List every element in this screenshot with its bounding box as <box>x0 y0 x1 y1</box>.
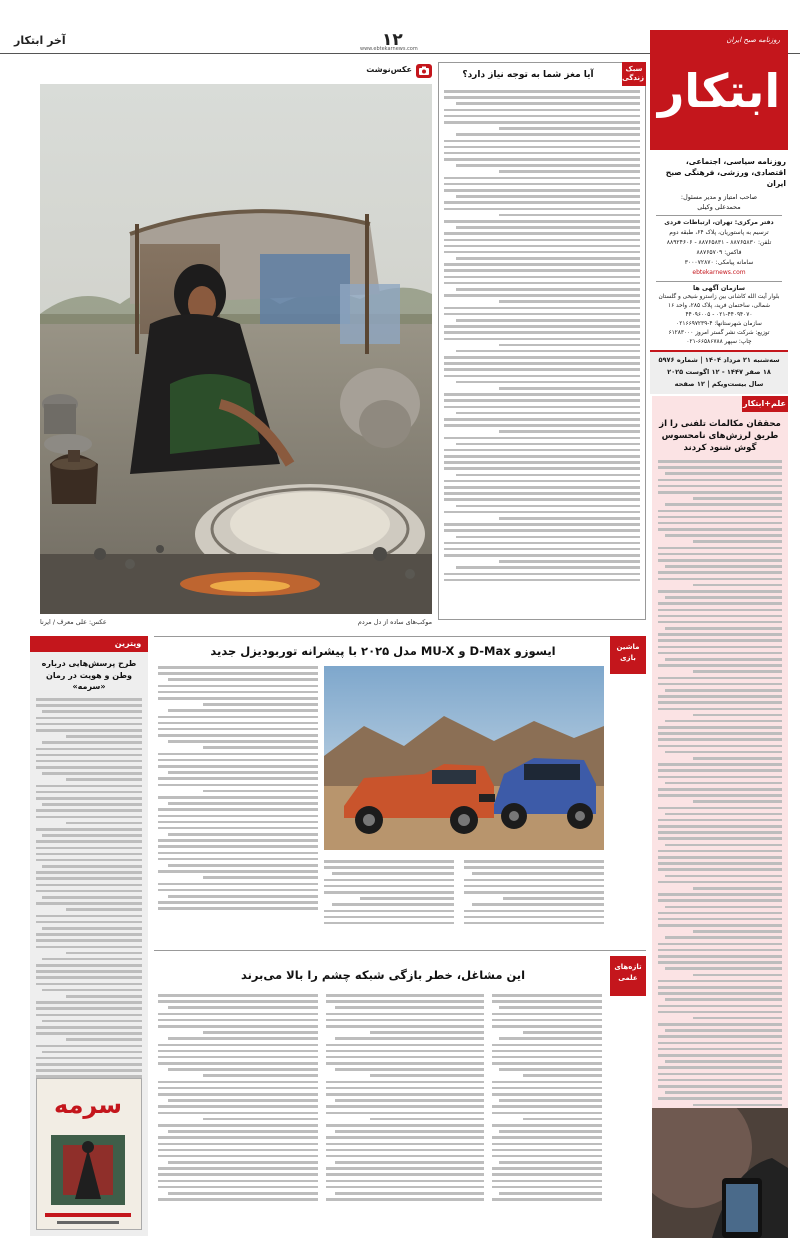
article-kicker: تازه‌های علمی <box>614 963 642 982</box>
divider <box>656 215 782 216</box>
article-title: ایسوزو D-Max و MU-X مدل ۲۰۲۵ با پیشرانه توربودیزل جدید <box>210 644 556 658</box>
section-title: آخر ابتکار <box>14 34 66 47</box>
article-kicker: ماشین بازی <box>616 643 640 662</box>
ads-line: توزیع: شرکت نشر گستر امروز ۶۱۲۸۳۰۰۰ <box>668 330 770 336</box>
photo-image <box>40 84 432 614</box>
publisher-label: صاحب امتیاز و مدیر مسئول: <box>680 193 758 201</box>
photo-feature <box>40 62 432 634</box>
divider <box>656 281 782 282</box>
photo-label-bar <box>40 62 432 82</box>
ads-line: چاپ: سپهر ۶۶۵۸۶۷۸۸-۰۲۱ <box>686 339 752 345</box>
ads-title: سازمان آگهی ها <box>692 284 746 292</box>
photo-credit: عکس: علی معرف / ایرنا <box>40 618 107 626</box>
issue-date-secondary: ۱۸ صفر ۱۴۴۷ - ۱۲ اگوست ۲۰۲۵ <box>667 368 771 376</box>
ads-line: بلوار آیت الله کاشانی بین زاسترو شیخی و گلستان <box>658 294 780 300</box>
article-car <box>154 636 646 946</box>
photo-caption: موکب‌های ساده از دل مردم <box>357 618 432 626</box>
article-body <box>464 860 604 940</box>
article-title: طرح پرسش‌هایی درباره وطن و هویت در رمان «سرمه» <box>41 659 137 691</box>
article-kicker: سبک زندگی <box>622 62 646 86</box>
article-body <box>158 994 318 1226</box>
masthead-logo: ابتکار <box>657 64 781 118</box>
camera-icon <box>416 64 432 78</box>
svg-text:سرمه: سرمه <box>54 1091 122 1119</box>
masthead-tagline: روزنامه صبح ایران <box>726 36 780 44</box>
page-number: ۱۲ <box>382 30 403 50</box>
article-body <box>658 460 782 1160</box>
privacy-image <box>652 1108 788 1238</box>
office-address: ترسیم به پاستوریان، پلاک ۶۴، طبقه دوم <box>669 229 769 236</box>
article-body <box>492 994 602 1226</box>
sms-number: سامانه پیامکی: ۳۰۰۰۷۲۸۷۰ <box>684 259 754 266</box>
publisher-name: محمدعلی وکیلی <box>697 203 741 211</box>
article-body <box>324 860 454 940</box>
article-body <box>326 994 484 1226</box>
masthead <box>650 30 788 390</box>
masthead-logo-block <box>650 30 788 150</box>
article-title: محققان مکالمات تلفنی را از طریق لرزش‌های نامحسوس گوش شنود کردند <box>659 419 781 453</box>
article-title: آیا مغز شما به توجه نیاز دارد؟ <box>462 70 594 80</box>
article-book <box>30 636 148 1236</box>
site-url: www.ebtekarnews.com <box>360 46 418 52</box>
article-body <box>444 90 640 612</box>
article-kicker: ویترین <box>108 636 148 652</box>
masthead-subtitle: روزنامه سیاسی، اجتماعی، اقتصادی، ورزشی، فرهنگی صبح ایران <box>665 157 786 188</box>
photo-label: عکس‌نوشت <box>366 65 412 74</box>
ads-line: ۰۲۱-۴۴۰۹۴۰۷۰ - ۴۴۰۹۶۰۰۵ <box>685 312 753 318</box>
issue-box <box>650 350 788 394</box>
article-body <box>158 666 318 936</box>
office-fax: فاکس: ۸۸۷۶۵۷۰۹ <box>696 249 742 256</box>
issue-date: سه‌شنبه ۲۱ مرداد ۱۴۰۴ | شماره ۵۹۷۶ <box>658 356 780 364</box>
ads-line: شمالی، ساختمان فرید، پلاک ۲۸۵، واحد ۱۶ <box>667 303 771 309</box>
article-kicker-band <box>30 636 108 652</box>
office-title: دفتر مرکزی: تهران، ارتباطات فردی <box>664 219 774 226</box>
article-title: این مشاغل، خطر بازگی شبکه چشم را بالا می‌برند <box>240 968 526 982</box>
article-kicker: علم+ابتکار <box>742 396 788 412</box>
book-cover <box>36 1078 142 1230</box>
office-phone: تلفن: ۸۸۷۶۵۸۳۰ - ۸۸۷۶۵۸۳۱ - ۸۸۹۲۴۶۰۶ <box>666 239 772 246</box>
car-image <box>324 666 604 850</box>
article-noise <box>154 950 646 1236</box>
website-link[interactable]: ebtekarnews.com <box>692 269 746 276</box>
issue-info: سال بیست‌ویکم | ۱۲ صفحه <box>674 380 764 388</box>
article-brain <box>438 62 646 622</box>
ads-line: سازمان شهرستانها: ۴-۰۲۱۶۶۹۷۲۳۹ <box>676 321 762 327</box>
